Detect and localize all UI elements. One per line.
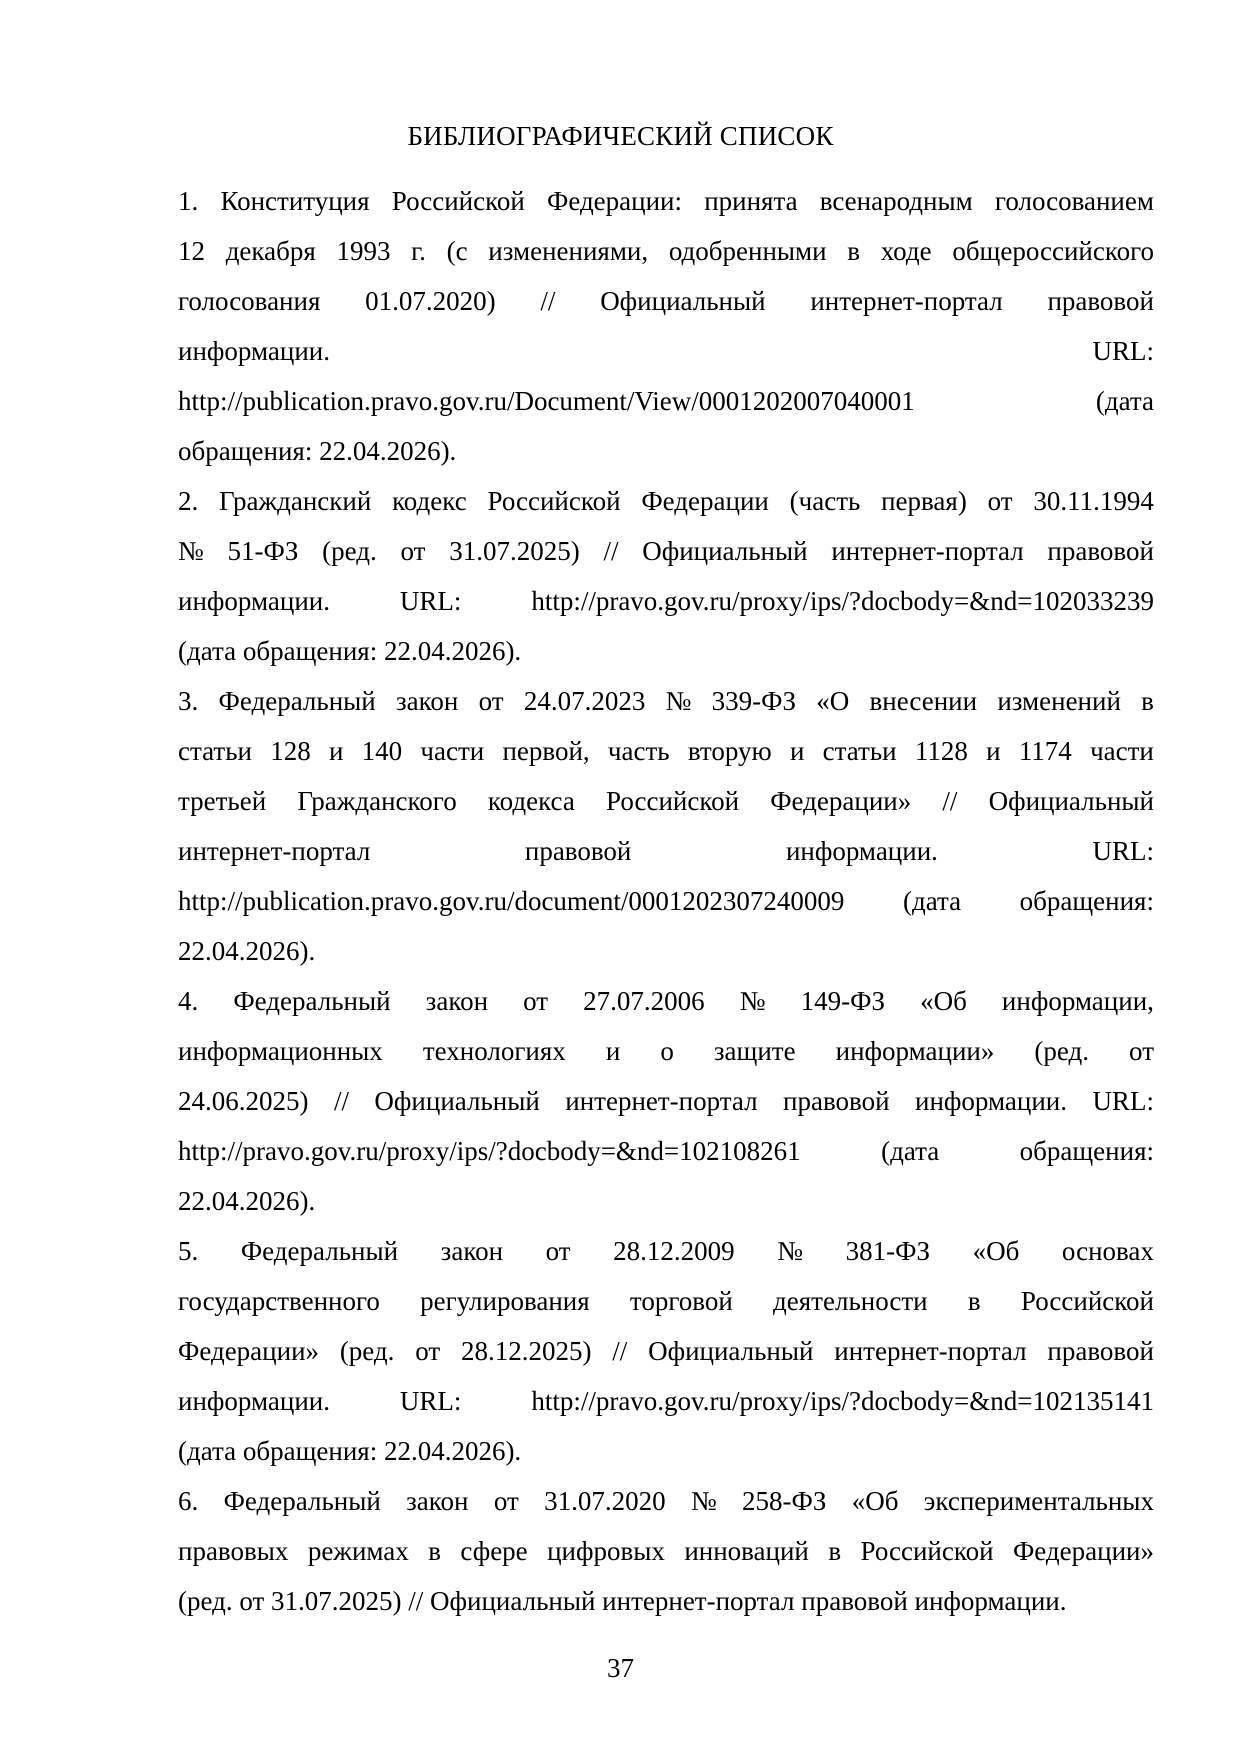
page-title: БИБЛИОГРАФИЧЕСКИЙ СПИСОК — [407, 121, 834, 151]
entry-line: http://publication.pravo.gov.ru/document/0001202307240009 (дата обращения: — [178, 886, 1154, 916]
entry-line: 5. Федеральный закон от 28.12.2009 № 381-ФЗ «Об основах — [178, 1236, 1154, 1266]
entry-line: информации. URL: — [178, 336, 1154, 366]
entry-line: правовых режимах в сфере цифровых инноваций в Российской Федерации» — [178, 1536, 1154, 1566]
entry-line: интернет-портал правовой информации. URL: — [178, 836, 1154, 866]
bibliography-entry — [178, 1226, 1154, 1476]
entry-line: 3. Федеральный закон от 24.07.2023 № 339-ФЗ «О внесении изменений в — [178, 686, 1154, 716]
entry-line: (ред. от 31.07.2025) // Официальный интернет-портал правовой информации. — [178, 1586, 1067, 1616]
entry-line: голосования 01.07.2020) // Официальный интернет-портал правовой — [178, 286, 1154, 316]
page-number: 37 — [607, 1653, 634, 1683]
entry-line: 2. Гражданский кодекс Российской Федерации (часть первая) от 30.11.1994 — [178, 486, 1154, 516]
entry-line: 12 декабря 1993 г. (с изменениями, одобренными в ходе общероссийского — [178, 236, 1154, 266]
bibliography-list — [178, 176, 1154, 1626]
entry-line: (дата обращения: 22.04.2026). — [178, 1436, 522, 1466]
entry-line: информации. URL: http://pravo.gov.ru/proxy/ips/?docbody=&nd=102033239 — [178, 586, 1154, 616]
entry-line: государственного регулирования торговой деятельности в Российской — [178, 1286, 1154, 1316]
bibliography-entry — [178, 476, 1154, 676]
entry-line: информации. URL: http://pravo.gov.ru/proxy/ips/?docbody=&nd=102135141 — [178, 1386, 1154, 1416]
bibliography-entry — [178, 676, 1154, 976]
entry-line: 22.04.2026). — [178, 936, 316, 966]
entry-line: обращения: 22.04.2026). — [178, 436, 457, 466]
entry-line: (дата обращения: 22.04.2026). — [178, 636, 522, 666]
entry-line: № 51-ФЗ (ред. от 31.07.2025) // Официальный интернет-портал правовой — [178, 536, 1154, 566]
entry-line: 22.04.2026). — [178, 1186, 316, 1216]
entry-line: 1. Конституция Российской Федерации: принята всенародным голосованием — [178, 186, 1154, 216]
entry-line: http://pravo.gov.ru/proxy/ips/?docbody=&nd=102108261 (дата обращения: — [178, 1136, 1154, 1166]
entry-line: информационных технологиях и о защите информации» (ред. от — [178, 1036, 1154, 1066]
entry-line: статьи 128 и 140 части первой, часть вторую и статьи 1128 и 1174 части — [178, 736, 1154, 766]
entry-line: третьей Гражданского кодекса Российской Федерации» // Официальный — [178, 786, 1154, 816]
entry-line: 24.06.2025) // Официальный интернет-портал правовой информации. URL: — [178, 1086, 1154, 1116]
bibliography-entry — [178, 1476, 1154, 1626]
entry-line: 4. Федеральный закон от 27.07.2006 № 149-ФЗ «Об информации, — [178, 986, 1154, 1016]
entry-line: 6. Федеральный закон от 31.07.2020 № 258-ФЗ «Об экспериментальных — [178, 1486, 1154, 1516]
bibliography-entry — [178, 176, 1154, 476]
entry-line: Федерации» (ред. от 28.12.2025) // Официальный интернет-портал правовой — [178, 1336, 1154, 1366]
entry-line: http://publication.pravo.gov.ru/Document/View/0001202007040001 (дата — [178, 386, 1154, 416]
bibliography-entry — [178, 976, 1154, 1226]
